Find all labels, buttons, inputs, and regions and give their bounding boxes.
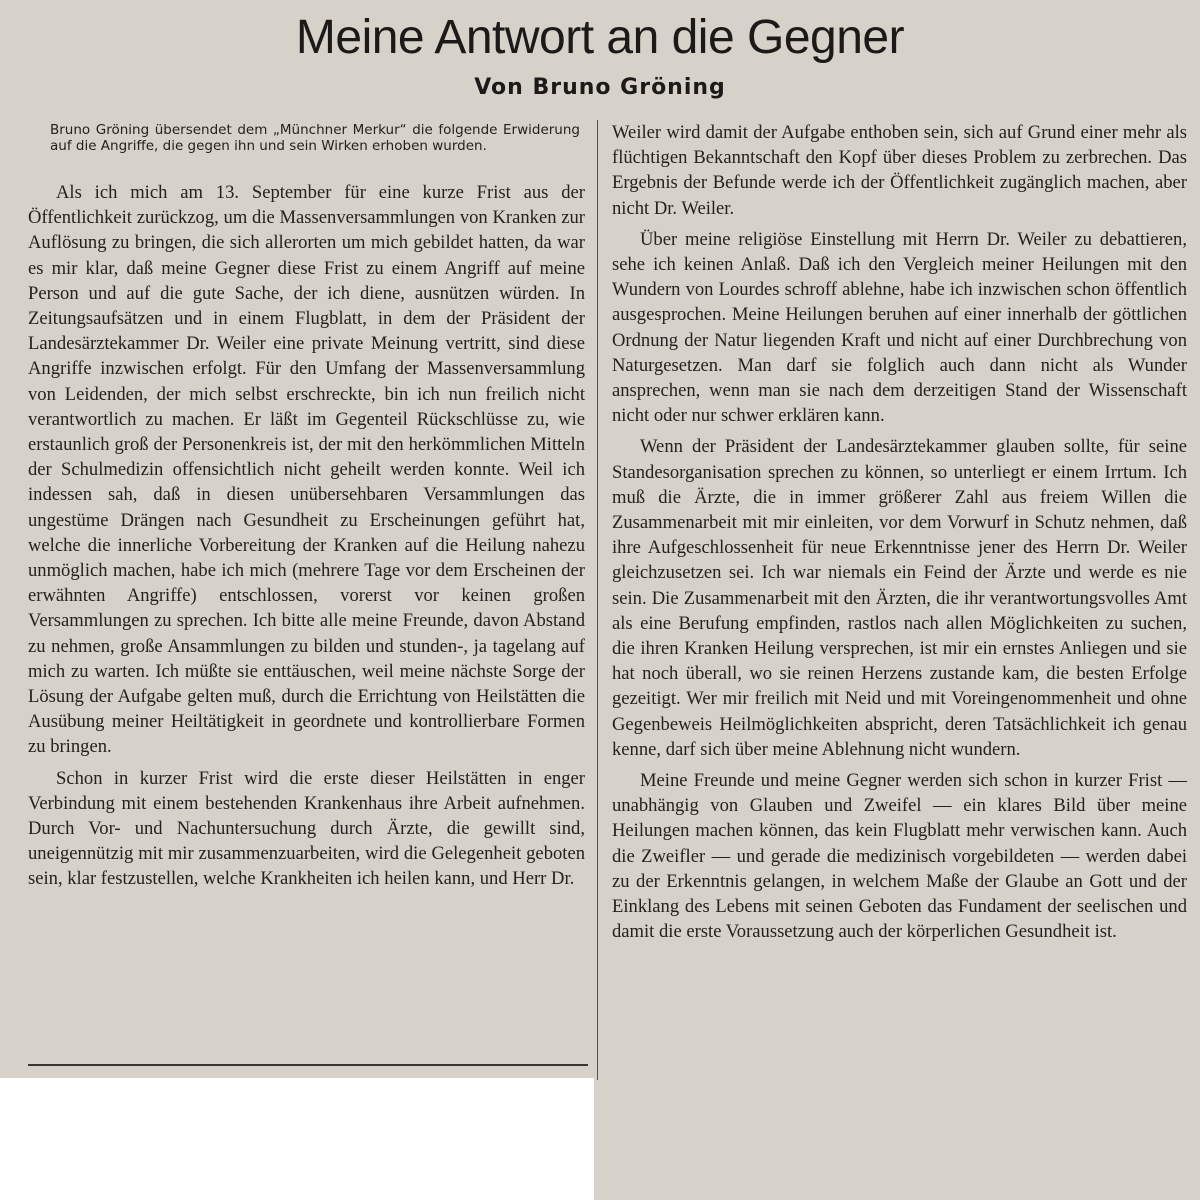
paragraph: Schon in kurzer Frist wird die erste dieser Heilstätten in enger Verbindung mit einem bestehenden Krankenhaus ihre Arbeit aufnehmen. Durch Vor- und Nachuntersuchung durch Ärzte, die gewillt sind, uneigennützig mit mir zusammenzuarbeiten, wird die Gelegenheit geboten sein, klar festzustellen, welche Krankheiten ich heilen kann, und Herr Dr. <box>28 767 585 890</box>
article-column-left <box>28 180 585 892</box>
article-headline: Meine Antwort an die Gegner <box>295 11 905 64</box>
paragraph: Über meine religiöse Einstellung mit Herrn Dr. Weiler zu debattieren, sehe ich keinen Anlaß. Daß ich den Vergleich meiner Heilungen mit den Wundern von Lourdes schroff ablehne, habe ich inzwischen schon öffentlich ausgesprochen. Meine Heilungen beruhen auf einer innerhalb der göttlichen Ordnung der Natur liegenden Kraft und nicht auf einer Durchbrechung von Naturgesetzen. Man darf sie folglich auch dann nicht als Wunder ansprechen, wenn man sie nach dem derzeitigen Stand der Wissenschaft nicht oder nur schwer erklären kann. <box>612 228 1187 427</box>
paragraph: Als ich mich am 13. September für eine kurze Frist aus der Öffentlichkeit zurückzog, um die Massenversammlungen von Kranken zur Auflösung zu bringen, die sich allerorten um mich gebildet hatten, da war es mir klar, daß meine Gegner diese Frist zu einem Angriff auf meine Person und auf die gute Sache, der ich diene, ausnützen würden. In Zeitungsaufsätzen und in einem Flugblatt, in dem der Präsident der Landesärztekammer Dr. Weiler eine private Meinung vertritt, sind diese Angriffe inzwischen erfolgt. Für den Umfang der Massenversammlung von Leidenden, der mich selbst erschreckte, bin ich nun freilich nicht verantwortlich zu machen. Er läßt im Gegenteil Rückschlüsse zu, wie erstaunlich groß der Personenkreis ist, der mit den herkömmlichen Mitteln der Schulmedizin offensichtlich nicht geheilt werden konnte. Weil ich indessen sah, daß in diesen unübersehbaren Versammlungen das ungestüme Drängen nach Gesundheit zu Erscheinungen geführt hat, welche die innerliche Vorbereitung der Kranken auf die Heilung nahezu unmöglich machen, habe ich mich (mehrere Tage vor dem Erscheinen der erwähnten Angriffe) entschlossen, vorerst vor keinen großen Versammlungen zu sprechen. Ich bitte alle meine Freunde, davon Abstand zu nehmen, große Ansammlungen zu bilden und stunden-, ja tagelang auf mich zu warten. Ich müßte sie enttäuschen, weil meine nächste Sorge der Lösung der Aufgabe gelten muß, durch die Errichtung von Heilstätten die Ausübung meiner Heiltätigkeit in geordnete und kontrollierbare Formen zu bringen. <box>28 182 585 758</box>
column-divider <box>597 120 598 1080</box>
paper-sheet-right-column <box>594 1070 1200 1200</box>
paragraph: Weiler wird damit der Aufgabe enthoben sein, sich auf Grund einer mehr als flüchtigen Bekanntschaft den Kopf über dieses Problem zu zerbrechen. Das Ergebnis der Befunde werde ich der Öffentlichkeit zugänglich machen, aber nicht Dr. Weiler. <box>612 122 1187 219</box>
paragraph: Wenn der Präsident der Landesärztekammer glauben sollte, für seine Standesorganisation sprechen zu können, so unterliegt er einem Irrtum. Ich muß die Ärzte, die in immer größerer Zahl aus freiem Willen die Zusammenarbeit mit mir einleiten, vor dem Vorwurf in Schutz nehmen, daß ihre Aufgeschlossenheit für neue Erkenntnisse jener des Herrn Dr. Weiler gleichzusetzen sei. Ich war niemals ein Feind der Ärzte und werde es nie sein. Die Zusammenarbeit mit den Ärzten, die ihr verantwortungsvolles Amt als eine Berufung empfinden, rastlos nach allen Möglichkeiten zu suchen, die ihren Kranken Heilung versprechen, ist mir ein ernstes Anliegen und sie hat noch überall, wo sie reinen Herzens zustande kam, die besten Erfolge gezeitigt. Wer mir freilich mit Neid und mit Voreingenommenheit und ohne Gegenbeweis Heilmöglichkeiten abspricht, deren Tatsächlichkeit ich genau kenne, darf sich über meine Ablehnung nicht wundern. <box>612 436 1187 760</box>
article-lede: Bruno Gröning übersendet dem „Münchner Merkur“ die folgende Erwiderung auf die Angriffe, die gegen ihn und sein Wirken erhoben wurden. <box>50 122 580 154</box>
column-end-rule <box>28 1064 588 1066</box>
article-byline: Von Bruno Gröning <box>474 75 726 100</box>
paragraph: Meine Freunde und meine Gegner werden sich schon in kurzer Frist — unabhängig von Glauben und Zweifel — ein klares Bild über meine Heilungen machen können, das kein Flugblatt mehr verwischen kann. Auch die Zweifler — und gerade die medizinisch vorgebildeten — werden dabei zu der Erkenntnis gelangen, in welchem Maße der Glaube an Gott und der Einklang des Lebens mit seinen Geboten das Fundament der seelischen und damit die erste Voraussetzung auch der körperlichen Gesundheit ist. <box>612 770 1187 943</box>
article-column-right <box>612 120 1187 945</box>
